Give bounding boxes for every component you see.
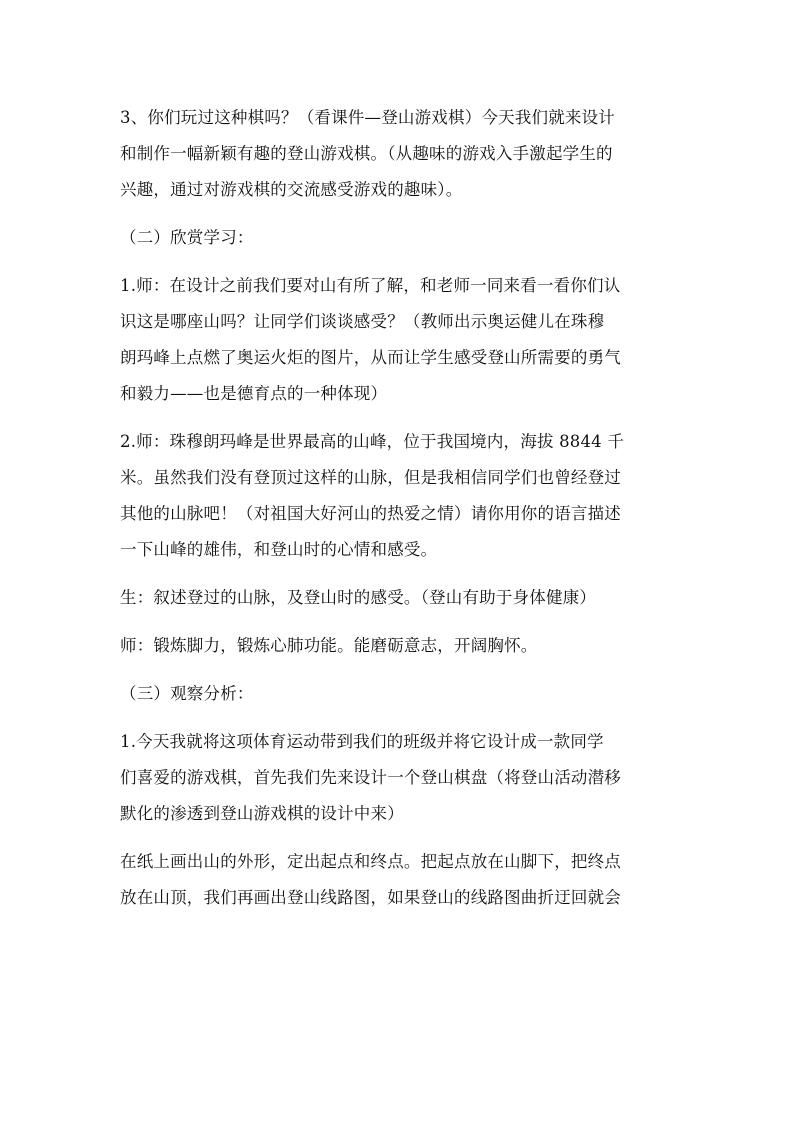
text-line: 兴趣，通过对游戏棋的交流感受游戏的趣味）。: [120, 180, 463, 199]
paragraph-teacher-response: [120, 628, 680, 664]
paragraph-observation-2: [120, 844, 680, 916]
text-line: 1.今天我就将这项体育运动带到我们的班级并将它设计成一款同学: [120, 732, 604, 751]
paragraph-observation-1: [120, 724, 680, 832]
text-line: 一下山峰的雄伟，和登山时的心情和感受。: [120, 540, 438, 559]
text-line: 朗玛峰上点燃了奥运火炬的图片，从而让学生感受登山所需要的勇气: [120, 348, 621, 367]
text-line: 师：锻炼脚力，锻炼心肺功能。能磨砺意志，开阔胸怀。: [120, 636, 538, 655]
section-heading-appreciation: [120, 220, 680, 256]
text-line: 其他的山脉吧！（对祖国大好河山的热爱之情）请你用你的语言描述: [120, 504, 621, 523]
text-line: 在纸上画出山的外形，定出起点和终点。把起点放在山脚下，把终点: [120, 852, 621, 871]
paragraph-appreciation-1: [120, 268, 680, 412]
text-line: 识这是哪座山吗？让同学们谈谈感受？（教师出示奥运健儿在珠穆: [120, 312, 605, 331]
document-body: [120, 100, 680, 928]
text-line: 和制作一幅新颖有趣的登山游戏棋。（从趣味的游戏入手激起学生的: [120, 144, 613, 163]
paragraph-appreciation-2: [120, 424, 680, 568]
text-line: 和毅力——也是德育点的一种体现）: [120, 384, 388, 403]
text-line: 1.师：在设计之前我们要对山有所了解，和老师一同来看一看你们认: [120, 276, 621, 295]
text-line: （二）欣赏学习：: [120, 228, 254, 247]
text-line: 3、你们玩过这种棋吗？（看课件—登山游戏棋）今天我们就来设计: [120, 108, 615, 127]
text-line: 放在山顶，我们再画出登山线路图，如果登山的线路图曲折迂回就会: [120, 888, 621, 907]
section-heading-observation: [120, 676, 680, 712]
paragraph-student-response: [120, 580, 680, 616]
text-line: （三）观察分析：: [120, 684, 254, 703]
paragraph-intro-3: [120, 100, 680, 208]
text-line: 们喜爱的游戏棋，首先我们先来设计一个登山棋盘（将登山活动潜移: [120, 768, 621, 787]
text-line: 米。虽然我们没有登顶过这样的山脉，但是我相信同学们也曾经登过: [120, 468, 621, 487]
text-line: 默化的渗透到登山游戏棋的设计中来）: [120, 804, 404, 823]
text-line: 2.师：珠穆朗玛峰是世界最高的山峰，位于我国境内，海拔 8844 千: [120, 432, 625, 451]
text-line: 生：叙述登过的山脉，及登山时的感受。（登山有助于身体健康）: [120, 588, 597, 607]
